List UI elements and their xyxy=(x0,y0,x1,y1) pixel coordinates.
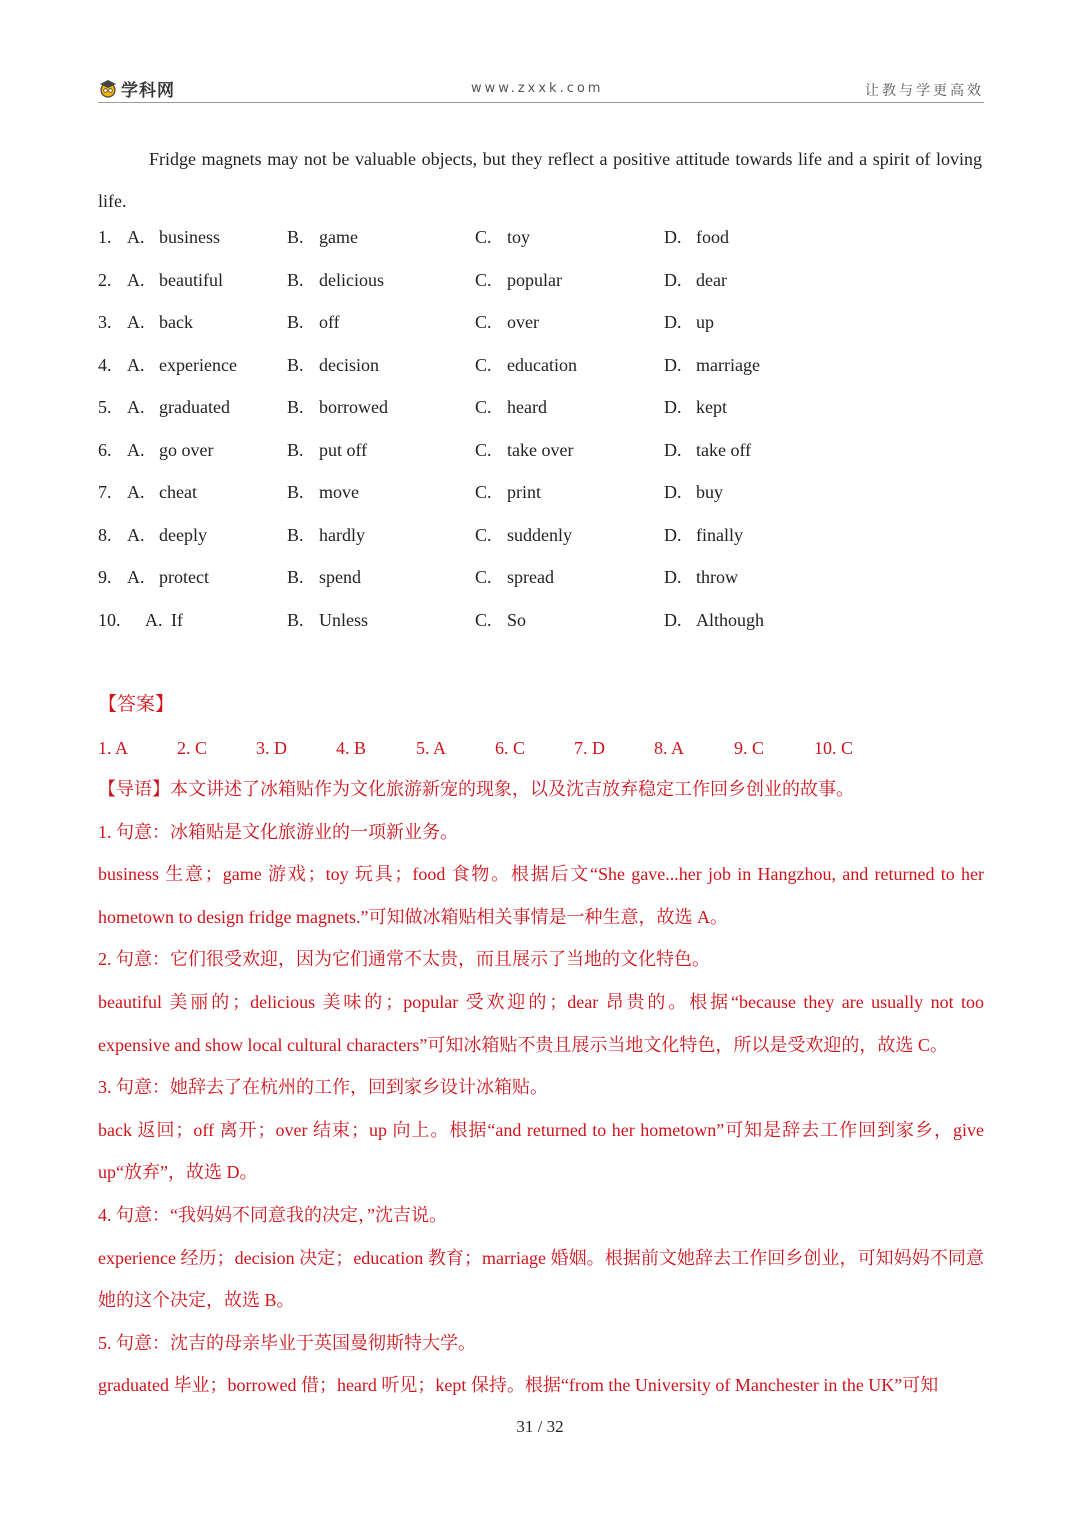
explanation-detail: beautiful 美丽的；delicious 美味的；popular 受欢迎的；dear 昂贵的。根据“because they are usually not too expensive and show local cultural characters”可知冰箱贴不贵且展示当地文化特色，所以是受欢迎的，故选 C。 xyxy=(98,991,984,1055)
option-d: Although xyxy=(696,610,765,630)
option-letter: D. xyxy=(664,312,682,332)
question-row xyxy=(98,605,984,635)
option-letter: D. xyxy=(664,227,682,247)
explanation-detail: graduated 毕业；borrowed 借；heard 听见；kept 保持。根据“from the University of Manchester in the UK”可知 xyxy=(98,1375,939,1396)
answer-item: 7. D xyxy=(574,738,605,758)
question-row xyxy=(98,307,984,337)
question-number: 8. xyxy=(98,525,112,545)
option-letter: C. xyxy=(475,482,492,502)
option-d: throw xyxy=(696,567,738,587)
option-letter: B. xyxy=(287,270,304,290)
option-letter: C. xyxy=(475,610,492,630)
option-letter: B. xyxy=(287,397,304,417)
question-number: 7. xyxy=(98,482,112,502)
option-d: kept xyxy=(696,397,727,417)
option-c: heard xyxy=(507,397,547,417)
explanation-meaning: 2. 句意：它们很受欢迎，因为它们通常不太贵，而且展示了当地的文化特色。 xyxy=(98,949,710,970)
question-row xyxy=(98,562,984,592)
option-letter: C. xyxy=(475,567,492,587)
option-letter: A. xyxy=(127,270,145,290)
option-letter: B. xyxy=(287,482,304,502)
answer-item: 4. B xyxy=(336,738,367,758)
option-b: hardly xyxy=(319,525,365,545)
question-row xyxy=(98,477,984,507)
explanation-detail: experience 经历；decision 决定；education 教育；marriage 婚姻。根据前文她辞去工作回乡创业，可知妈妈不同意她的这个决定，故选 B。 xyxy=(98,1247,984,1311)
explanation-detail: back 返回；off 离开；over 结束；up 向上。根据“and returned to her hometown”可知是辞去工作回到家乡，give up“放弃”，故选 D。 xyxy=(98,1119,984,1183)
graduation-cap-icon xyxy=(98,78,118,98)
option-c: suddenly xyxy=(507,525,572,545)
option-d: buy xyxy=(696,482,723,502)
option-b: off xyxy=(319,312,340,332)
page-number: 31 / 32 xyxy=(516,1417,564,1436)
option-letter: D. xyxy=(664,525,682,545)
option-letter: C. xyxy=(475,525,492,545)
option-letter: B. xyxy=(287,227,304,247)
option-letter: C. xyxy=(475,355,492,375)
option-c: take over xyxy=(507,440,574,460)
option-a: business xyxy=(159,227,221,247)
option-c: toy xyxy=(507,227,531,247)
question-row xyxy=(98,265,984,295)
answer-item: 10. C xyxy=(814,738,854,758)
option-b: move xyxy=(319,482,359,502)
option-d: take off xyxy=(696,440,752,460)
option-a: beautiful xyxy=(159,270,223,290)
option-a: deeply xyxy=(159,525,207,545)
explanations xyxy=(98,768,984,1407)
option-letter: B. xyxy=(287,312,304,332)
option-d: up xyxy=(696,312,714,332)
answer-key xyxy=(98,733,984,763)
option-c: popular xyxy=(507,270,562,290)
option-b: borrowed xyxy=(319,397,388,417)
intro-summary: 【导语】本文讲述了冰箱贴作为文化旅游新宠的现象，以及沈吉放弃稳定工作回乡创业的故事。 xyxy=(98,779,854,799)
option-letter: B. xyxy=(287,567,304,587)
option-a: back xyxy=(159,312,193,332)
answer-item: 5. A xyxy=(416,738,447,758)
option-b: put off xyxy=(319,440,368,460)
option-letter: B. xyxy=(287,440,304,460)
option-letter: A. xyxy=(127,355,145,375)
option-letter: D. xyxy=(664,270,682,290)
option-b: delicious xyxy=(319,270,384,290)
option-a: graduated xyxy=(159,397,230,417)
option-letter: D. xyxy=(664,482,682,502)
header-slogan: 让教与学更高效 xyxy=(865,83,984,99)
site-logo xyxy=(98,76,175,100)
option-letter: D. xyxy=(664,567,682,587)
option-d: marriage xyxy=(696,355,760,375)
option-letter: D. xyxy=(664,397,682,417)
option-letter: A. xyxy=(127,482,145,502)
logo-text: 学科网 xyxy=(121,80,175,101)
question-number: 3. xyxy=(98,312,112,332)
option-letter: A. xyxy=(127,312,145,332)
option-d: finally xyxy=(696,525,743,545)
option-c: over xyxy=(507,312,539,332)
option-d: dear xyxy=(696,270,727,290)
option-letter: D. xyxy=(664,355,682,375)
question-row xyxy=(98,222,984,252)
question-number: 1. xyxy=(98,227,112,247)
question-number: 5. xyxy=(98,397,112,417)
option-a: go over xyxy=(159,440,214,460)
site-url: www.zxxk.com xyxy=(471,81,604,96)
option-letter: D. xyxy=(664,610,682,630)
option-letter: B. xyxy=(287,610,304,630)
option-letter: A. xyxy=(127,567,145,587)
question-row xyxy=(98,350,984,380)
question-number: 6. xyxy=(98,440,112,460)
option-letter: C. xyxy=(475,312,492,332)
explanation-meaning: 4. 句意：“我妈妈不同意我的决定，”沈吉说。 xyxy=(98,1204,447,1225)
question-row xyxy=(98,392,984,422)
option-c: spread xyxy=(507,567,554,587)
option-letter: D. xyxy=(664,440,682,460)
answer-item: 3. D xyxy=(256,738,287,758)
option-a: If xyxy=(171,610,183,630)
question-number: 9. xyxy=(98,567,112,587)
question-row xyxy=(98,520,984,550)
answer-item: 2. C xyxy=(177,738,208,758)
option-a: experience xyxy=(159,355,237,375)
option-letter: C. xyxy=(475,270,492,290)
option-letter: C. xyxy=(475,227,492,247)
option-c: education xyxy=(507,355,577,375)
option-letter: A. xyxy=(127,525,145,545)
answer-item: 1. A xyxy=(98,738,129,758)
answer-heading: 【答案】 xyxy=(98,694,175,715)
answer-item: 9. C xyxy=(734,738,765,758)
option-letter: C. xyxy=(475,440,492,460)
option-b: decision xyxy=(319,355,379,375)
option-b: game xyxy=(319,227,358,247)
explanation-meaning: 1. 句意：冰箱贴是文化旅游业的一项新业务。 xyxy=(98,821,458,842)
explanation-meaning: 3. 句意：她辞去了在杭州的工作，回到家乡设计冰箱贴。 xyxy=(98,1077,548,1098)
option-letter: C. xyxy=(475,397,492,417)
question-number: 10. xyxy=(98,610,121,630)
question-number: 2. xyxy=(98,270,112,290)
option-a: protect xyxy=(159,567,209,587)
option-b: spend xyxy=(319,567,361,587)
question-row xyxy=(98,435,984,465)
option-letter: A. xyxy=(127,227,145,247)
explanation-meaning: 5. 句意：沈吉的母亲毕业于英国曼彻斯特大学。 xyxy=(98,1332,476,1353)
option-letter: B. xyxy=(287,525,304,545)
option-d: food xyxy=(696,227,729,247)
answer-item: 8. A xyxy=(654,738,685,758)
option-c: So xyxy=(507,610,527,630)
option-letter: B. xyxy=(287,355,304,375)
question-number: 4. xyxy=(98,355,112,375)
option-c: print xyxy=(507,482,541,502)
option-b: Unless xyxy=(319,610,368,630)
option-letter: A. xyxy=(145,610,163,630)
explanation-detail: business 生意；game 游戏；toy 玩具；food 食物。根据后文“She gave...her job in Hangzhou, and returned to her hometown to design fridge magnets.”可知做冰箱贴相关事情是一种生意，故选 A。 xyxy=(98,864,984,927)
page-header xyxy=(98,76,984,103)
passage-text: Fridge magnets may not be valuable objects, but they reflect a positive attitude towards life and a spirit of loving life. xyxy=(98,149,982,211)
option-letter: A. xyxy=(127,440,145,460)
answer-item: 6. C xyxy=(495,738,526,758)
option-a: cheat xyxy=(159,482,197,502)
option-letter: A. xyxy=(127,397,145,417)
